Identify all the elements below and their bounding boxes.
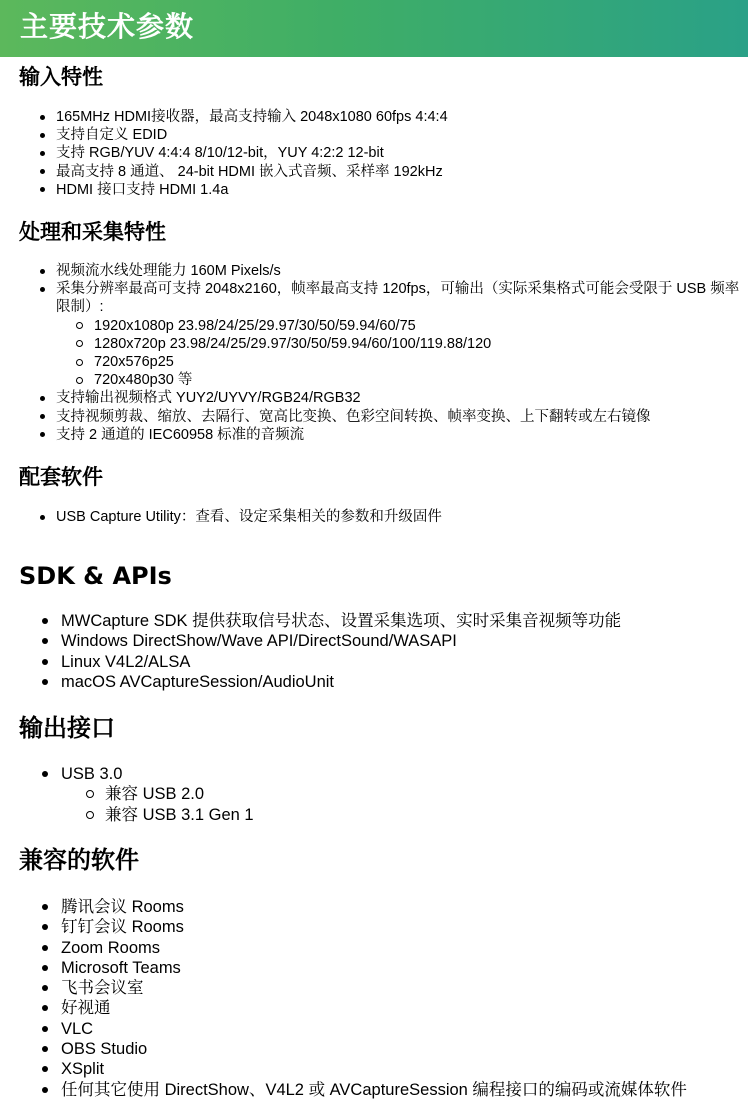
sub-list-item: 1280x720p 23.98/24/25/29.97/30/50/59.94/60/100/119.88/120	[56, 335, 744, 353]
list-item-usb	[40, 764, 744, 825]
sub-list-item: 兼容 USB 3.1 Gen 1	[61, 805, 744, 825]
input-feature-list	[38, 108, 744, 199]
software-list	[38, 508, 744, 526]
sub-list-item: 1920x1080p 23.98/24/25/29.97/30/50/59.94/60/75	[56, 317, 744, 335]
list-item: Linux V4L2/ALSA	[40, 652, 744, 672]
resolution-sublist	[56, 317, 744, 390]
list-item: OBS Studio	[40, 1039, 744, 1059]
list-item-text: USB 3.0	[61, 765, 123, 783]
list-item: macOS AVCaptureSession/AudioUnit	[40, 672, 744, 692]
section-title-software: 配套软件	[19, 465, 103, 489]
list-item: Zoom Rooms	[40, 938, 744, 958]
list-item: 飞书会议室	[40, 978, 744, 998]
section-title-sdk: SDK & APIs	[19, 562, 172, 590]
list-item: 最高支持 8 通道、 24-bit HDMI 嵌入式音频、采样率 192kHz	[38, 163, 744, 181]
list-item: 支持视频剪裁、缩放、去隔行、宽高比变换、色彩空间转换、帧率变换、上下翻转或左右镜像	[38, 408, 744, 426]
section-title-processing: 处理和采集特性	[19, 220, 166, 244]
list-item: 腾讯会议 Rooms	[40, 897, 744, 917]
list-item: MWCapture SDK 提供获取信号状态、设置采集选项、实时采集音视频等功能	[40, 611, 744, 631]
list-item: VLC	[40, 1019, 744, 1039]
list-item: 支持 RGB/YUV 4:4:4 8/10/12-bit，YUY 4:2:2 12-bit	[38, 144, 744, 162]
list-item: 支持自定义 EDID	[38, 126, 744, 144]
section-title-compatible: 兼容的软件	[19, 846, 139, 874]
list-item-capture-resolution	[38, 280, 744, 389]
list-item: 165MHz HDMI接收器，最高支持输入 2048x1080 60fps 4:4:4	[38, 108, 744, 126]
list-item: 支持输出视频格式 YUY2/UYVY/RGB24/RGB32	[38, 389, 744, 407]
compatible-software-list	[40, 897, 744, 1100]
sub-list-item: 兼容 USB 2.0	[61, 784, 744, 804]
processing-feature-list	[38, 262, 744, 444]
list-item: Windows DirectShow/Wave API/DirectSound/WASAPI	[40, 631, 744, 651]
list-item: 视频流水线处理能力 160M Pixels/s	[38, 262, 744, 280]
sub-list-item: 720x480p30 等	[56, 371, 744, 389]
list-item: 钉钉会议 Rooms	[40, 917, 744, 937]
list-item: 任何其它使用 DirectShow、V4L2 或 AVCaptureSession 编程接口的编码或流媒体软件	[40, 1080, 744, 1100]
sdk-list	[40, 611, 744, 692]
list-item: XSplit	[40, 1059, 744, 1079]
list-item: Microsoft Teams	[40, 958, 744, 978]
usb-compat-sublist	[61, 784, 744, 825]
list-item: 支持 2 通道的 IEC60958 标准的音频流	[38, 426, 744, 444]
sub-list-item: 720x576p25	[56, 353, 744, 371]
section-title-input: 输入特性	[19, 65, 103, 89]
output-list	[40, 764, 744, 825]
list-item: 好视通	[40, 998, 744, 1018]
list-item-text: 采集分辨率最高可支持 2048x2160，帧率最高支持 120fps，可输出（实际采集格式可能会受限于 USB 频率限制）:	[56, 281, 740, 316]
list-item: USB Capture Utility：查看、设定采集相关的参数和升级固件	[38, 508, 744, 526]
section-title-output: 输出接口	[19, 714, 115, 742]
list-item: HDMI 接口支持 HDMI 1.4a	[38, 181, 744, 199]
page-banner-title: 主要技术参数	[0, 0, 748, 57]
